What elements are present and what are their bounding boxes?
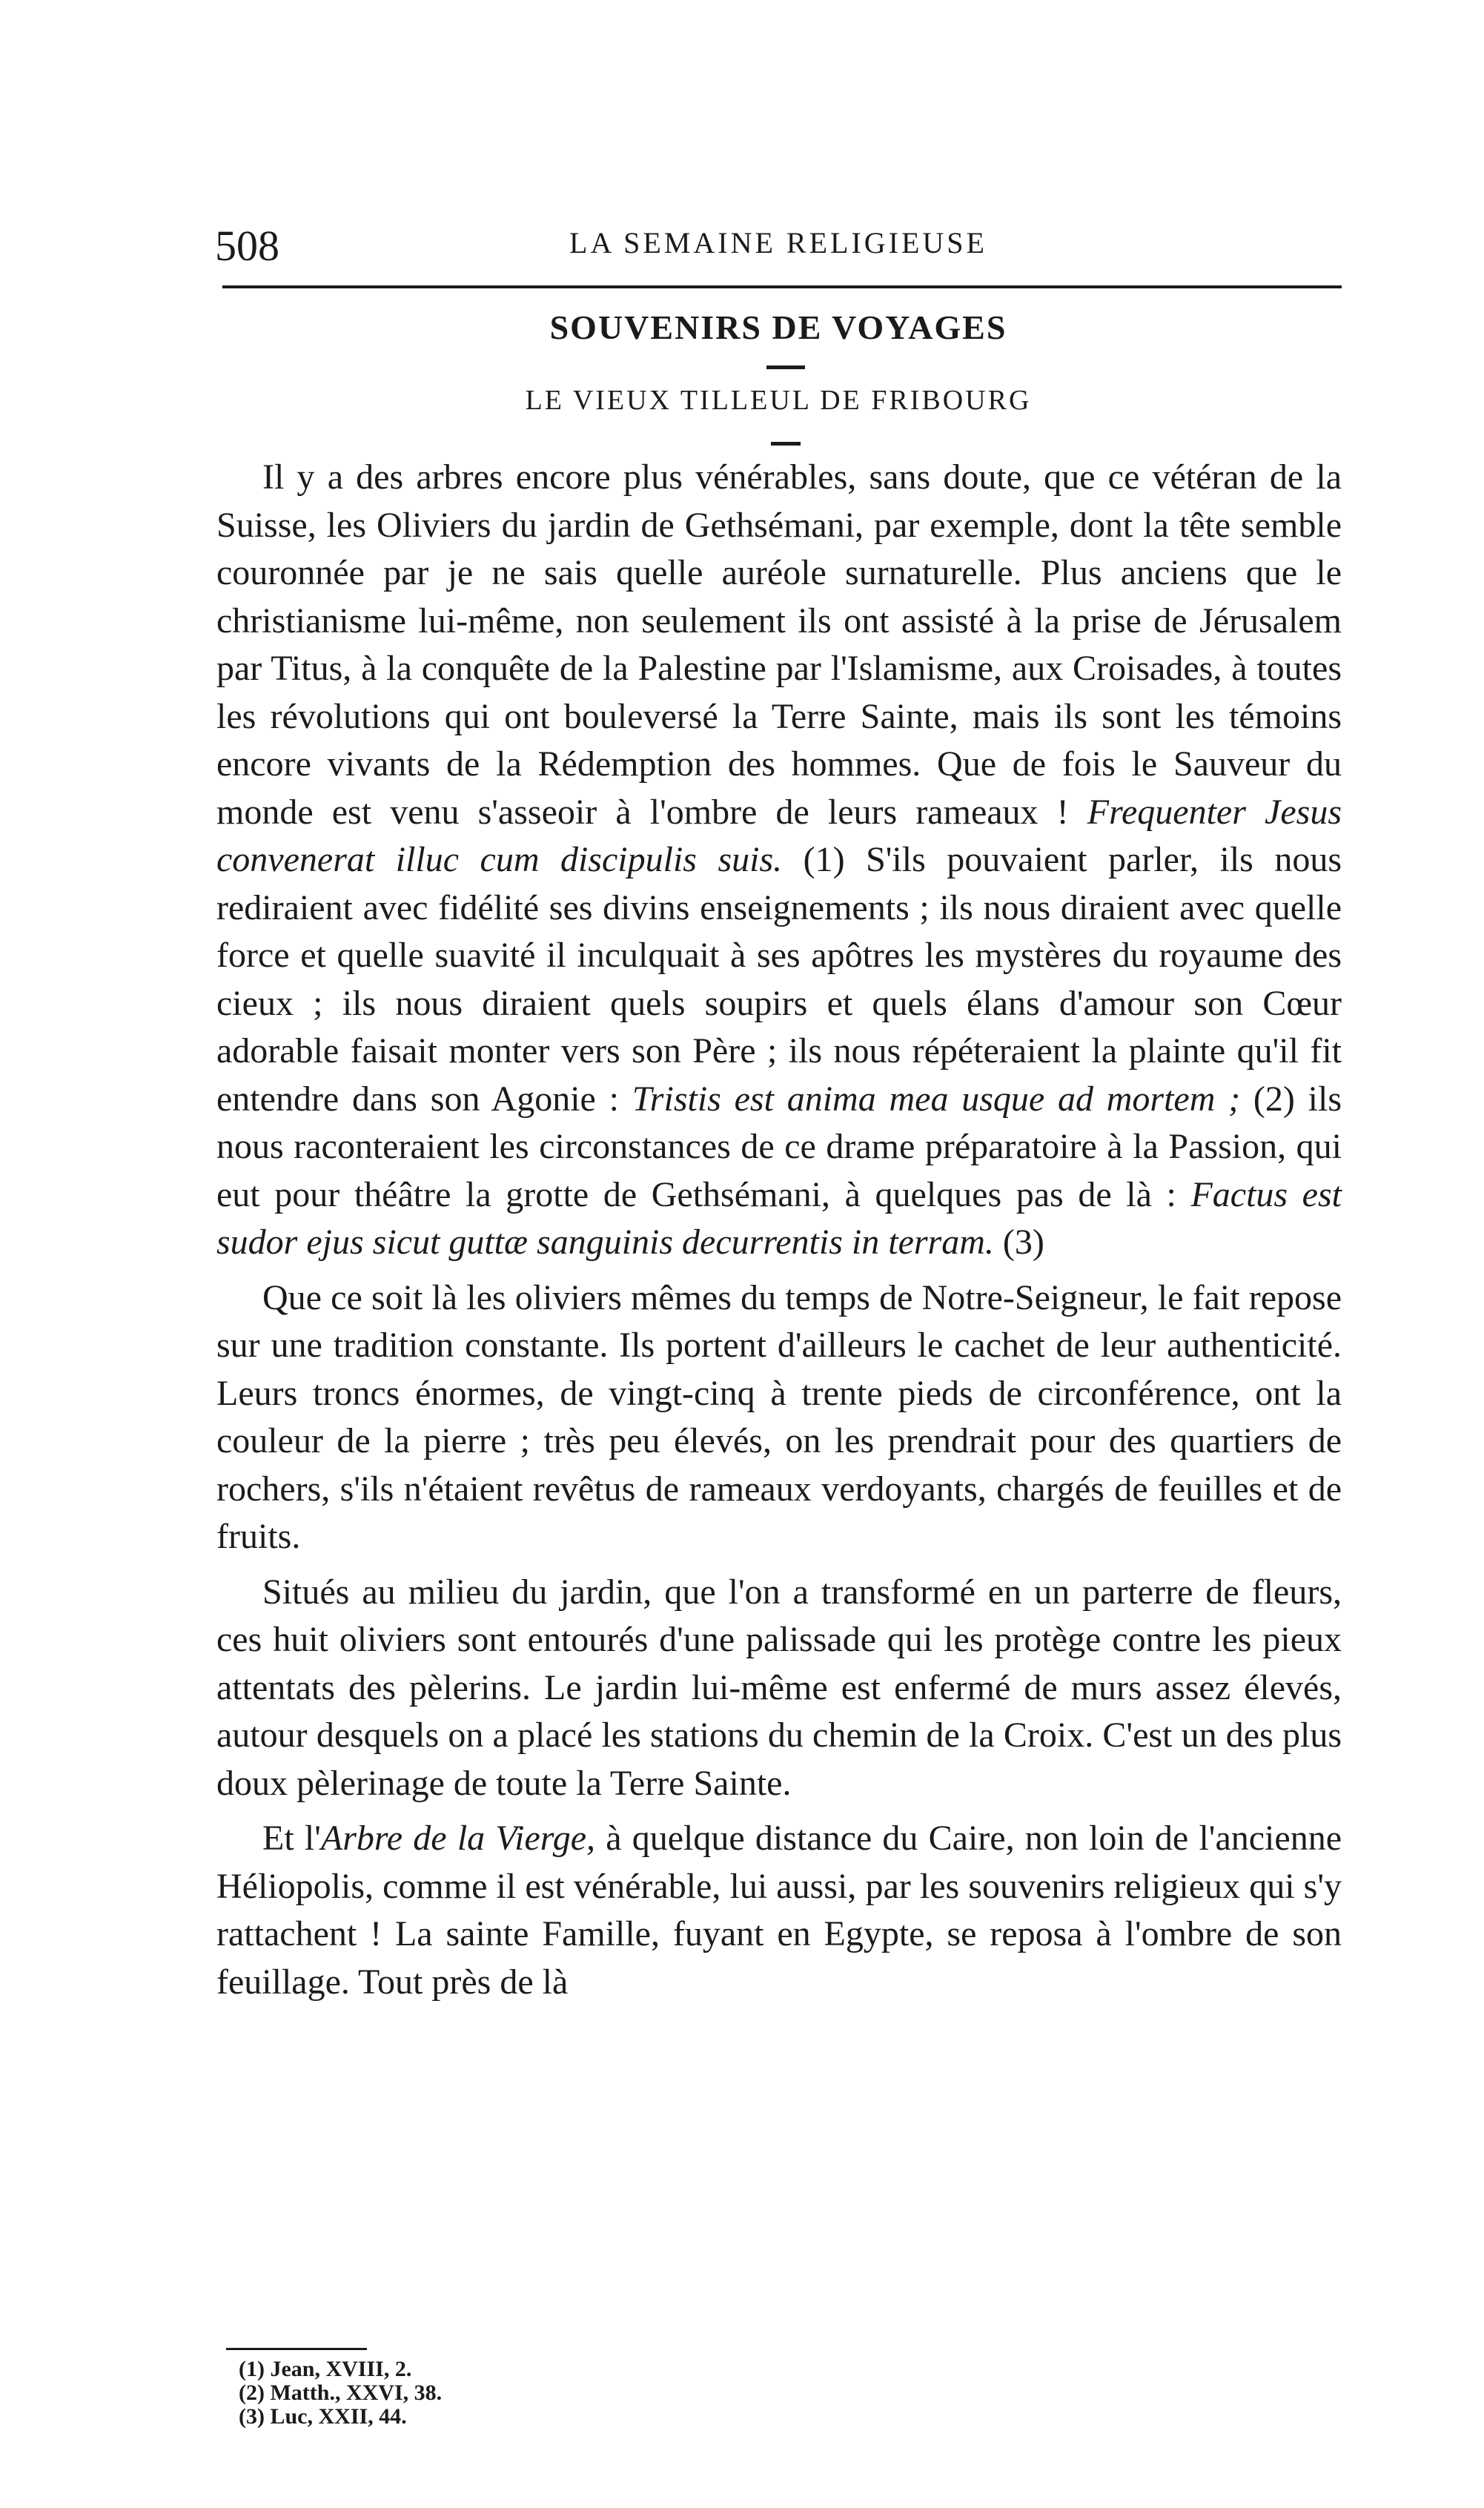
subtitle-dash [771, 442, 801, 446]
paragraph-3: Situés au milieu du jardin, que l'on a transformé en un parterre de fleurs, ces huit oliviers sont entourés d'une palissade qui les protège contre les pieux attentats des pèlerins. Le jardin lui-même est enfermé de murs assez élevés, autour desquels on a placé les stations du chemin de la Croix. C'est un des plus doux pèlerinage de toute la Terre Sainte. [216, 1572, 1342, 1803]
footnote-ref: (3) [993, 1222, 1044, 1262]
footnote-rule [226, 2348, 367, 2350]
footnote-2: (2) Matth., XXVI, 38. [239, 2380, 443, 2405]
title-dash [766, 365, 805, 369]
article-body [216, 454, 1342, 2006]
footnote-3: (3) Luc, XXII, 44. [239, 2404, 407, 2429]
paragraph-text: à quelque distance du Caire, non loin de l'ancienne Héliopolis, comme il est vénérable, lui aussi, par les souvenirs religieux qui s'y rattachent ! La sainte Famille, fuyant en Egypte, se reposa à l'ombre de son feuillage. Tout près de là [216, 1819, 1342, 2002]
paragraph-text: Et l' [262, 1819, 321, 1858]
paragraph-text: (2) ils nous raconteraient les circonstances de ce drame préparatoire à la Passion, qui eut pour théâtre la grotte de Gethsémani, à quelques pas de là : [216, 1079, 1342, 1214]
running-title: LA SEMAINE RELIGIEUSE [569, 226, 987, 259]
latin-quote: Tristis est anima mea usque ad mortem ; [632, 1079, 1241, 1119]
page-number: 508 [215, 222, 279, 270]
header-rule [222, 285, 1342, 288]
page-header [215, 206, 1342, 270]
paragraph-1 [216, 454, 1342, 1267]
paragraph-4 [216, 1815, 1342, 2006]
paragraph-text: Il y a des arbres encore plus vénérables, sans doute, que ce vétéran de la Suisse, les Oliviers du jardin de Gethsémani, par exemple, dont la tête semble couronnée par je ne sais quelle auréole surnaturelle. Plus anciens que le christianisme lui-même, non seulement ils ont assisté à la prise de Jérusalem par Titus, à la conquête de la Palestine par l'Islamisme, aux Croisades, à toutes les révolutions qui ont bouleversé la Terre Sainte, mais ils sont les témoins encore vivants de la Rédemption des hommes. Que de fois le Sauveur du monde est venu s'asseoir à l'ombre de leurs rameaux ! [216, 457, 1342, 832]
paragraph-text: (1) S'ils pouvaient parler, ils nous rediraient avec fidélité ses divins enseignements ; ils nous diraient avec quelle force et quelle suavité il inculquait à ses apôtres les mystères du royaume des cieux ; ils nous diraient quels soupirs et quels élans d'amour son Cœur adorable faisait monter vers son Père ; ils nous répéteraient la plainte qu'il fit entendre dans son Agonie : [216, 840, 1342, 1119]
footnotes [239, 2358, 683, 2429]
latin-quote: Frequenter Jesus convenerat illuc cum discipulis suis. [216, 792, 1342, 879]
article-title: SOUVENIRS DE VOYAGES [549, 308, 1007, 346]
italic-phrase: Arbre de la Vierge, [320, 1819, 595, 1858]
latin-quote: Factus est sudor ejus sicut guttæ sanguinis decurrentis in terram. [216, 1174, 1342, 1262]
article-subtitle: LE VIEUX TILLEUL DE FRIBOURG [525, 385, 1032, 416]
paragraph-2: Que ce soit là les oliviers mêmes du temps de Notre-Seigneur, le fait repose sur une tradition constante. Ils portent d'ailleurs le cachet de leur authenticité. Leurs troncs énormes, de vingt-cinq à trente pieds de circonférence, ont la couleur de la pierre ; très peu élevés, on les prendrait pour des quartiers de rochers, s'ils n'étaient revêtus de rameaux verdoyants, chargés de feuilles et de fruits. [216, 1277, 1342, 1556]
footnote-1: (1) Jean, XVIII, 2. [239, 2357, 412, 2381]
